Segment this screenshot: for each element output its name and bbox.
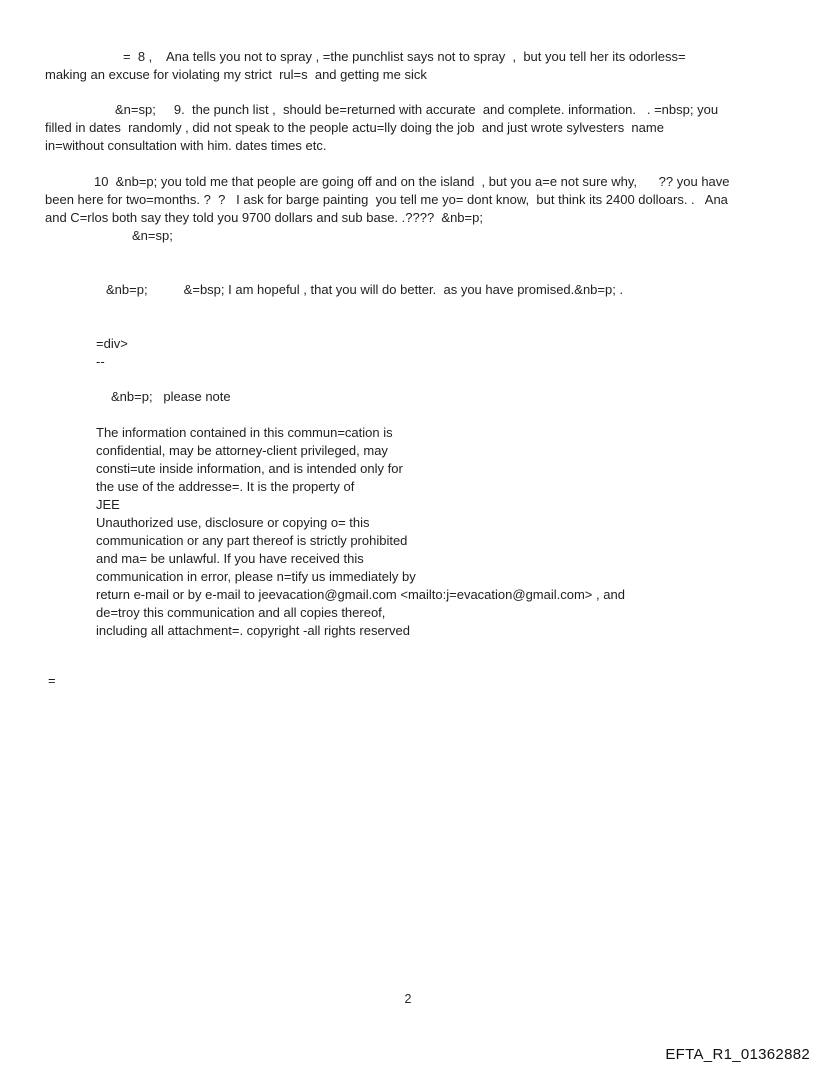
text-line: been here for two=months. ? ? I ask for barge painting you tell me yo= dont know, but think its 2400 dolloars. . Ana [45, 192, 728, 207]
text-line: and C=rlos both say they told you 9700 dollars and sub base. .???? &nb=p; [45, 210, 483, 225]
signature-separator: -- [96, 354, 105, 369]
text-line: de=troy this communication and all copies thereof, [96, 605, 386, 620]
please-note-line: &nb=p; please note [111, 389, 231, 404]
text-line: the use of the addresse=. It is the property of [96, 479, 355, 494]
text-line: consti=ute inside information, and is intended only for [96, 461, 403, 476]
page-number: 2 [404, 992, 412, 1006]
bates-stamp: EFTA_R1_01362882 [665, 1046, 810, 1063]
text-line: &n=sp; 9. the punch list , should be=returned with accurate and complete. information. . =nbsp; you [115, 102, 719, 117]
text-line: &n=sp; [132, 228, 173, 243]
hopeful-line: &nb=p; &=bsp; I am hopeful , that you will do better. as you have promised.&nb=p; . [106, 282, 624, 297]
text-line: return e-mail or by e-mail to jeevacation@gmail.com <mailto:j=evacation@gmail.com> , and [96, 587, 625, 602]
text-line: 10 &nb=p; you told me that people are going off and on the island , but you a=e not sure why, ?? you have [94, 174, 730, 189]
text-line: communication or any part thereof is strictly prohibited [96, 533, 408, 548]
text-line: Unauthorized use, disclosure or copying o= this [96, 515, 370, 530]
text-line: = 8 , Ana tells you not to spray , =the punchlist says not to spray , but you tell her its odorless= [123, 49, 686, 64]
text-line: and ma= be unlawful. If you have received this [96, 551, 364, 566]
text-line: in=without consultation with him. dates times etc. [45, 138, 327, 153]
text-line: filled in dates randomly , did not speak to the people actu=lly doing the job and just wrote sylvesters name [45, 120, 664, 135]
text-line: JEE [96, 497, 120, 512]
text-line: including all attachment=. copyright -all rights reserved [96, 623, 410, 638]
stray-equals-line: = [48, 673, 56, 688]
text-line: confidential, may be attorney-client privileged, may [96, 443, 388, 458]
text-line: The information contained in this commun=cation is [96, 425, 393, 440]
div-marker-line: =div> [96, 336, 128, 351]
text-line: communication in error, please n=tify us immediately by [96, 569, 416, 584]
text-line: making an excuse for violating my strict rul=s and getting me sick [45, 67, 427, 82]
